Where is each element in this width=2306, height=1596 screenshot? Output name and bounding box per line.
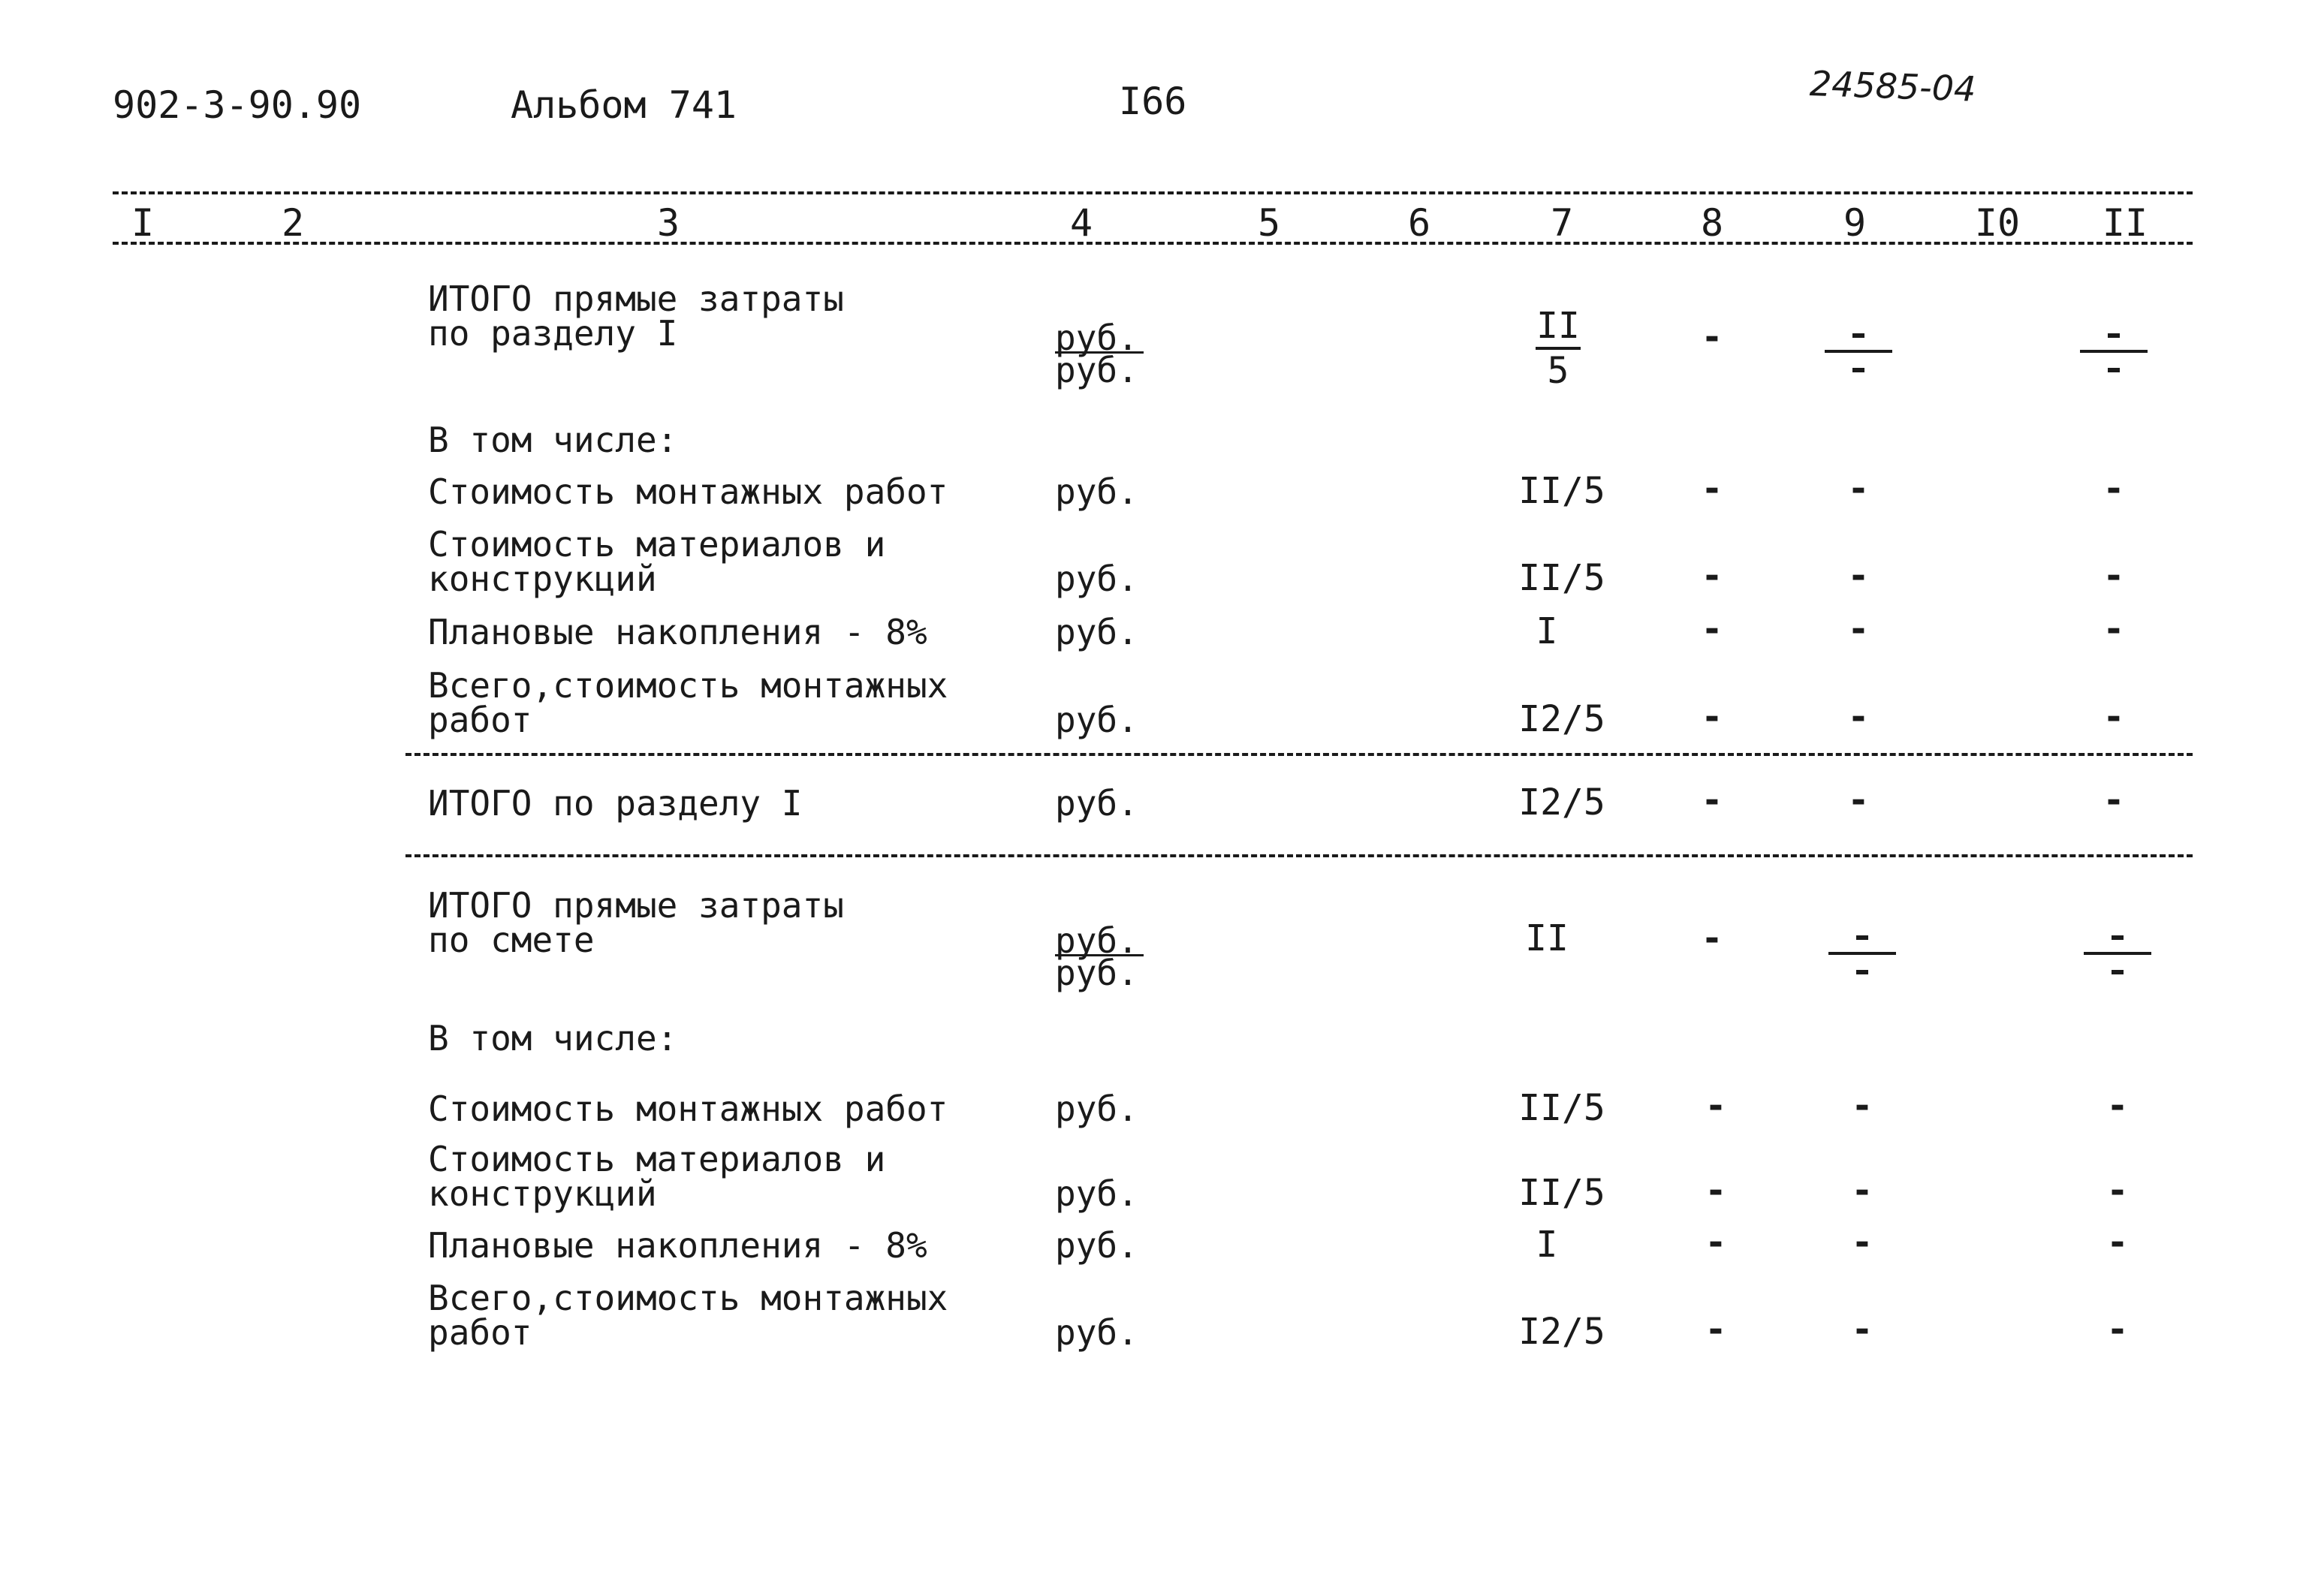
estimate-row2-col11: -	[2106, 1170, 2129, 1212]
estimate-row3-label: Плановые накопления - 8%	[428, 1225, 927, 1266]
section1-row4-col9: -	[1847, 696, 1870, 738]
estimate-row2-unit: руб.	[1055, 1173, 1138, 1214]
column-header-11: II	[2102, 201, 2148, 245]
estimate-total-direct-label-line1: ИТОГО прямые затраты	[428, 885, 844, 926]
section1-total-col9: -	[1847, 779, 1870, 821]
estimate-row4-col11: -	[2106, 1308, 2129, 1351]
section1-total-direct-label-line2: по разделу I	[428, 313, 678, 354]
estimate-row2-col9: -	[1851, 1170, 1873, 1212]
column-header-4: 4	[1069, 201, 1093, 245]
estimate-row4-label-line1: Всего,стоимость монтажных	[428, 1278, 948, 1318]
page-number: I66	[1119, 80, 1187, 123]
section1-total-col11: -	[2103, 779, 2125, 821]
estimate-row3-col7: I	[1536, 1224, 1558, 1266]
unit-denominator: руб.	[1055, 953, 1138, 993]
unit-denominator: руб.	[1055, 350, 1138, 390]
unit-numerator: руб.	[1055, 318, 1138, 358]
column-header-2: 2	[281, 201, 305, 245]
estimate-row2-label-line2: конструкций	[428, 1173, 657, 1214]
section1-row1-label: Стоимость монтажных работ	[428, 471, 948, 512]
document-code: 902-3-90.90	[113, 83, 362, 127]
estimate-total-col8: -	[1701, 917, 1723, 959]
column-header-7: 7	[1550, 201, 1574, 245]
section1-total-label: ИТОГО по разделу I	[428, 783, 803, 824]
division-sign-icon	[1828, 931, 1896, 983]
section1-total-unit: руб.	[1055, 783, 1138, 824]
estimate-row4-col7: I2/5	[1518, 1311, 1605, 1353]
estimate-row4-label-line2: работ	[428, 1312, 532, 1353]
section1-row3-col7: I	[1536, 610, 1558, 652]
column-header-5: 5	[1257, 201, 1281, 245]
section1-row2-col9: -	[1847, 555, 1870, 597]
section1-row3-label: Плановые накопления - 8%	[428, 612, 927, 652]
section1-row2-col8: -	[1701, 555, 1723, 597]
estimate-row4-col8: -	[1705, 1308, 1727, 1351]
column-header-1: I	[131, 201, 155, 245]
album-label: Альбом 741	[511, 83, 737, 127]
estimate-row1-unit: руб.	[1055, 1089, 1138, 1129]
division-sign-icon	[2080, 329, 2148, 381]
section1-row1-col8: -	[1701, 468, 1723, 510]
estimate-row4-col9: -	[1851, 1308, 1873, 1351]
estimate-row3-col11: -	[2106, 1221, 2129, 1263]
section1-row2-label-line1: Стоимость материалов и	[428, 524, 886, 565]
estimate-row4-unit: руб.	[1055, 1312, 1138, 1353]
section1-row4-col7: I2/5	[1518, 698, 1605, 740]
section1-including-label: В том числе:	[428, 420, 678, 460]
section1-row2-unit: руб.	[1055, 559, 1138, 599]
section1-total-col7: I2/5	[1518, 781, 1605, 824]
section1-row3-col8: -	[1701, 608, 1723, 650]
section1-row1-col11: -	[2103, 468, 2125, 510]
header-top-rule	[113, 191, 2193, 194]
section1-row2-col7: II/5	[1518, 557, 1605, 599]
column-header-3: 3	[656, 201, 680, 245]
section1-divider	[405, 753, 2193, 756]
section1-row4-label-line2: работ	[428, 700, 532, 740]
section1-row1-col7: II/5	[1518, 470, 1605, 512]
col7-denominator: 5	[1547, 350, 1569, 392]
estimate-unit-fraction	[1055, 920, 1144, 993]
estimate-divider	[405, 854, 2193, 857]
estimate-row3-unit: руб.	[1055, 1225, 1138, 1266]
section1-row2-label-line2: конструкций	[428, 559, 657, 599]
section1-row3-unit: руб.	[1055, 612, 1138, 652]
handwritten-code: 24585-04	[1809, 63, 1977, 110]
section1-row4-unit: руб.	[1055, 700, 1138, 740]
estimate-row2-col7: II/5	[1518, 1172, 1605, 1214]
section1-col7-fraction	[1498, 305, 1618, 392]
section1-total-col8: -	[1701, 779, 1723, 821]
estimate-row3-col8: -	[1705, 1221, 1727, 1263]
estimate-row1-col7: II/5	[1518, 1087, 1605, 1129]
division-sign-icon	[2084, 931, 2151, 983]
section1-unit-fraction	[1055, 318, 1144, 390]
column-header-9: 9	[1843, 201, 1867, 245]
section1-row4-col8: -	[1701, 696, 1723, 738]
section1-row4-col11: -	[2103, 696, 2125, 738]
estimate-row2-label-line1: Стоимость материалов и	[428, 1139, 886, 1179]
section1-row1-col9: -	[1847, 468, 1870, 510]
section1-total-col8: -	[1701, 316, 1723, 358]
estimate-total-direct-label-line2: по смете	[428, 920, 595, 960]
section1-row3-col9: -	[1847, 608, 1870, 650]
unit-numerator: руб.	[1055, 920, 1138, 961]
section1-row3-col11: -	[2103, 608, 2125, 650]
section1-row2-col11: -	[2103, 555, 2125, 597]
estimate-row1-label: Стоимость монтажных работ	[428, 1089, 948, 1129]
estimate-total-col7: II	[1525, 917, 1569, 959]
section1-row4-label-line1: Всего,стоимость монтажных	[428, 665, 948, 706]
column-header-6: 6	[1407, 201, 1431, 245]
section1-total-direct-label-line1: ИТОГО прямые затраты	[428, 279, 844, 319]
column-header-10: I0	[1974, 201, 2021, 245]
section1-row1-unit: руб.	[1055, 471, 1138, 512]
col7-numerator: II	[1536, 305, 1580, 347]
header-bottom-rule	[113, 242, 2193, 245]
column-header-8: 8	[1700, 201, 1724, 245]
estimate-row1-col8: -	[1705, 1085, 1727, 1127]
estimate-row3-col9: -	[1851, 1221, 1873, 1263]
estimate-row1-col11: -	[2106, 1085, 2129, 1127]
estimate-row1-col9: -	[1851, 1085, 1873, 1127]
estimate-row2-col8: -	[1705, 1170, 1727, 1212]
estimate-including-label: В том числе:	[428, 1018, 678, 1058]
division-sign-icon	[1825, 329, 1892, 381]
